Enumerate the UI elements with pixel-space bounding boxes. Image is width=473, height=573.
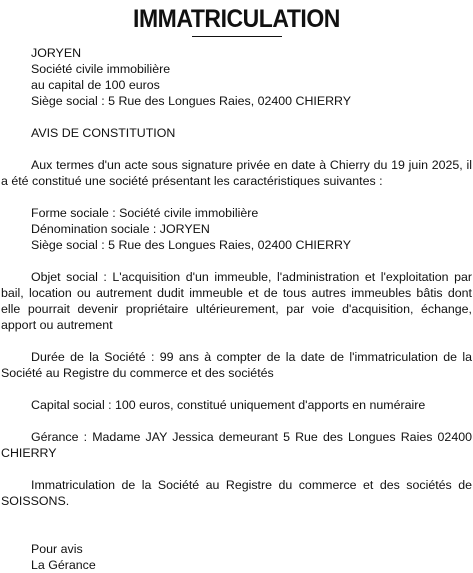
- notice-title: IMMATRICULATION: [133, 5, 340, 33]
- duree-paragraph: Durée de la Société : 99 ans à compter de la date de l'immatriculation de la Société au Registre du commerce et des sociétés: [1, 350, 472, 380]
- characteristic-denomination: Dénomination sociale : JORYEN: [31, 222, 210, 236]
- gerance-paragraph: Gérance : Madame JAY Jessica demeurant 5 Rue des Longues Raies 02400 CHIERRY: [1, 430, 472, 460]
- closing-pour-avis: Pour avis: [31, 542, 83, 556]
- company-address: Siège social : 5 Rue des Longues Raies, 02400 CHIERRY: [31, 94, 352, 108]
- characteristic-siege: Siège social : 5 Rue des Longues Raies, 02400 CHIERRY: [31, 238, 352, 252]
- company-form: Société civile immobilière: [31, 62, 171, 76]
- objet-social-paragraph: Objet social : L'acquisition d'un immeuble, l'administration et l'exploitation par bail, location ou autrement dudit immeuble et de tous autres immeubles bâtis dont elle pourrait devenir propriétaire ultérieurement, par voie d'acquisition, échange, apport ou autrement: [1, 270, 472, 332]
- company-header: [1, 45, 472, 109]
- immatriculation-paragraph: Immatriculation de la Société au Registre du commerce et des sociétés de SOISSONS.: [1, 478, 472, 508]
- closing-signature: [1, 541, 472, 573]
- company-name: JORYEN: [31, 46, 82, 60]
- closing-gerance: La Gérance: [31, 558, 96, 572]
- avis-heading: AVIS DE CONSTITUTION: [31, 126, 176, 140]
- company-capital: au capital de 100 euros: [31, 78, 160, 92]
- notice-body: [1, 45, 472, 573]
- capital-paragraph: Capital social : 100 euros, constitué uniquement d'apports en numéraire: [31, 398, 426, 412]
- characteristic-forme: Forme sociale : Société civile immobilière: [31, 206, 259, 220]
- characteristics-list: [1, 205, 472, 253]
- intro-paragraph: Aux termes d'un acte sous signature privée en date à Chierry du 19 juin 2025, il a été constitué une société présentant les caractéristiques suivantes :: [1, 158, 472, 188]
